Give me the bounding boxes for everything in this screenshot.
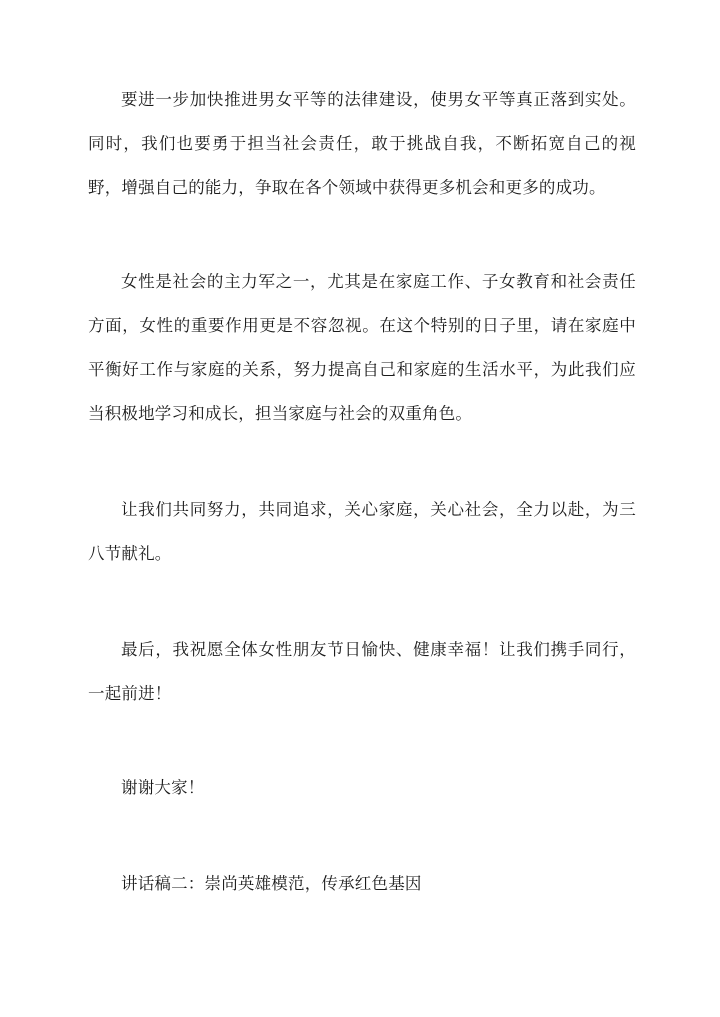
paragraph-thanks: 谢谢大家！ — [121, 778, 205, 797]
paragraph-women-role: 女性是社会的主力军之一，尤其是在家庭工作、子女教育和社会责任方面，女性的重要作用更是不容忽视。在这个特别的日子里，请在家庭中平衡好工作与家庭的关系，努力提高自己和家庭的生活水平，为此我们应当积极地学习和成长，担当家庭与社会的双重角色。 — [88, 272, 636, 423]
section-heading-speech-two: 讲话稿二：崇尚英雄模范，传承红色基因 — [121, 874, 422, 893]
paragraph-legal-equality: 要进一步加快推进男女平等的法律建设，使男女平等真正落到实处。同时，我们也要勇于担当社会责任，敢于挑战自我，不断拓宽自己的视野，增强自己的能力，争取在各个领域中获得更多机会和更多的成功。 — [88, 90, 636, 197]
paragraph-joint-effort: 让我们共同努力，共同追求，关心家庭，关心社会，全力以赴，为三八节献礼。 — [88, 500, 636, 563]
paragraph-best-wishes: 最后，我祝愿全体女性朋友节日愉快、健康幸福！让我们携手同行，一起前进！ — [88, 640, 636, 703]
